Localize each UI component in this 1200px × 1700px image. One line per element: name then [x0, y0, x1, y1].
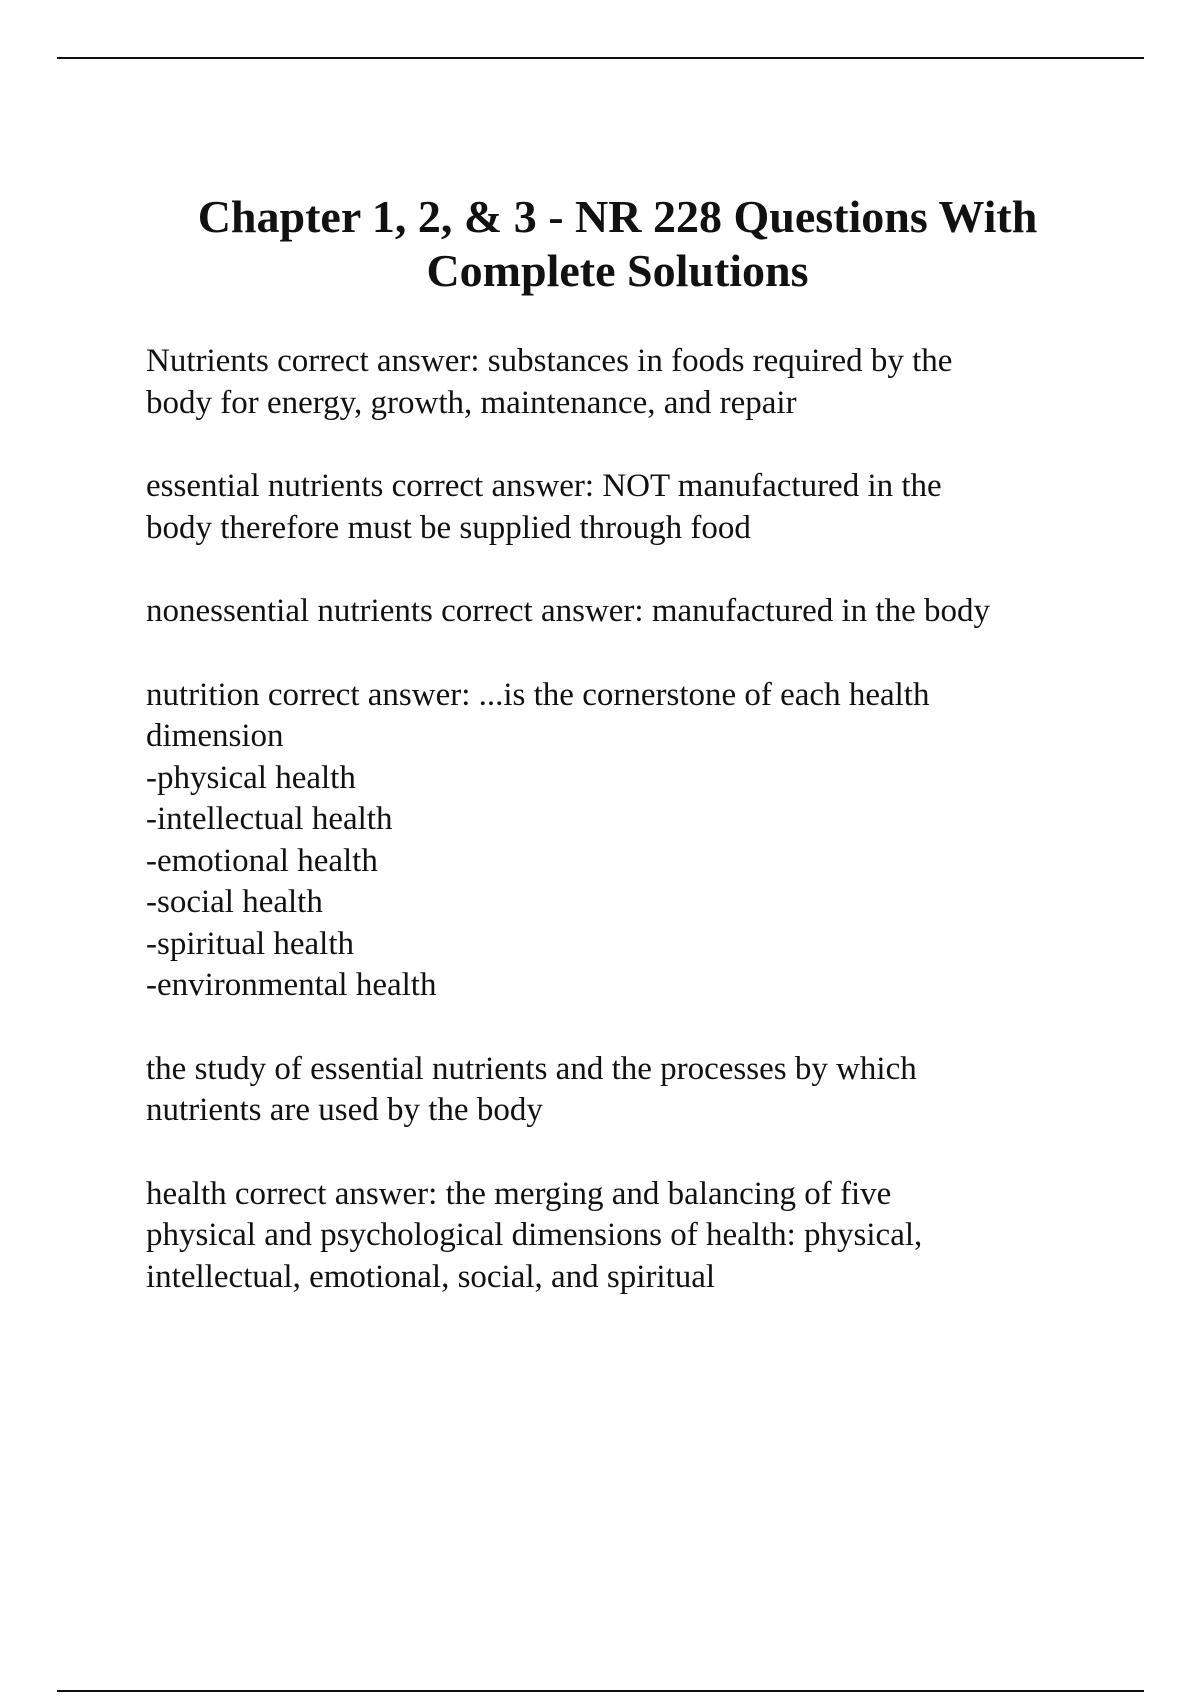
entry-line: the study of essential nutrients and the processes by which — [146, 1050, 917, 1087]
entry-line: nonessential nutrients correct answer: manufactured in the body — [146, 593, 990, 629]
title-line: Complete Solutions — [426, 245, 809, 296]
entry-nutrients — [146, 341, 1146, 424]
entry-nutrition — [146, 675, 1146, 1007]
entry-line: -spiritual health — [146, 925, 355, 962]
page-title — [100, 190, 1135, 298]
title-line: Chapter 1, 2, & 3 - NR 228 Questions With — [197, 191, 1038, 242]
entry-nonessential-nutrients — [146, 591, 1146, 633]
bottom-rule — [57, 1690, 1144, 1692]
document-body — [146, 341, 1146, 1340]
top-rule — [57, 57, 1144, 59]
entry-health — [146, 1174, 1146, 1299]
entry-line: body for energy, growth, maintenance, and repair — [146, 384, 797, 421]
entry-line: dimension — [146, 718, 284, 754]
entry-line: -intellectual health — [146, 801, 393, 837]
entry-line: -social health — [146, 884, 323, 920]
entry-line: -environmental health — [146, 967, 437, 1003]
entry-line: -physical health — [146, 759, 356, 796]
entry-line: body therefore must be supplied through food — [146, 509, 751, 546]
entry-essential-nutrients — [146, 466, 1146, 549]
entry-line: health correct answer: the merging and balancing of five — [146, 1175, 892, 1212]
entry-line: nutrition correct answer: ...is the cornerstone of each health — [146, 676, 930, 713]
entry-line: -emotional health — [146, 842, 378, 879]
entry-study-of-nutrients — [146, 1049, 1146, 1132]
entry-line: nutrients are used by the body — [146, 1092, 543, 1128]
entry-line: physical and psychological dimensions of health: physical, — [146, 1217, 923, 1253]
entry-line: Nutrients correct answer: substances in foods required by the — [146, 343, 953, 379]
entry-line: essential nutrients correct answer: NOT manufactured in the — [146, 468, 942, 504]
entry-line: intellectual, emotional, social, and spiritual — [146, 1258, 716, 1295]
